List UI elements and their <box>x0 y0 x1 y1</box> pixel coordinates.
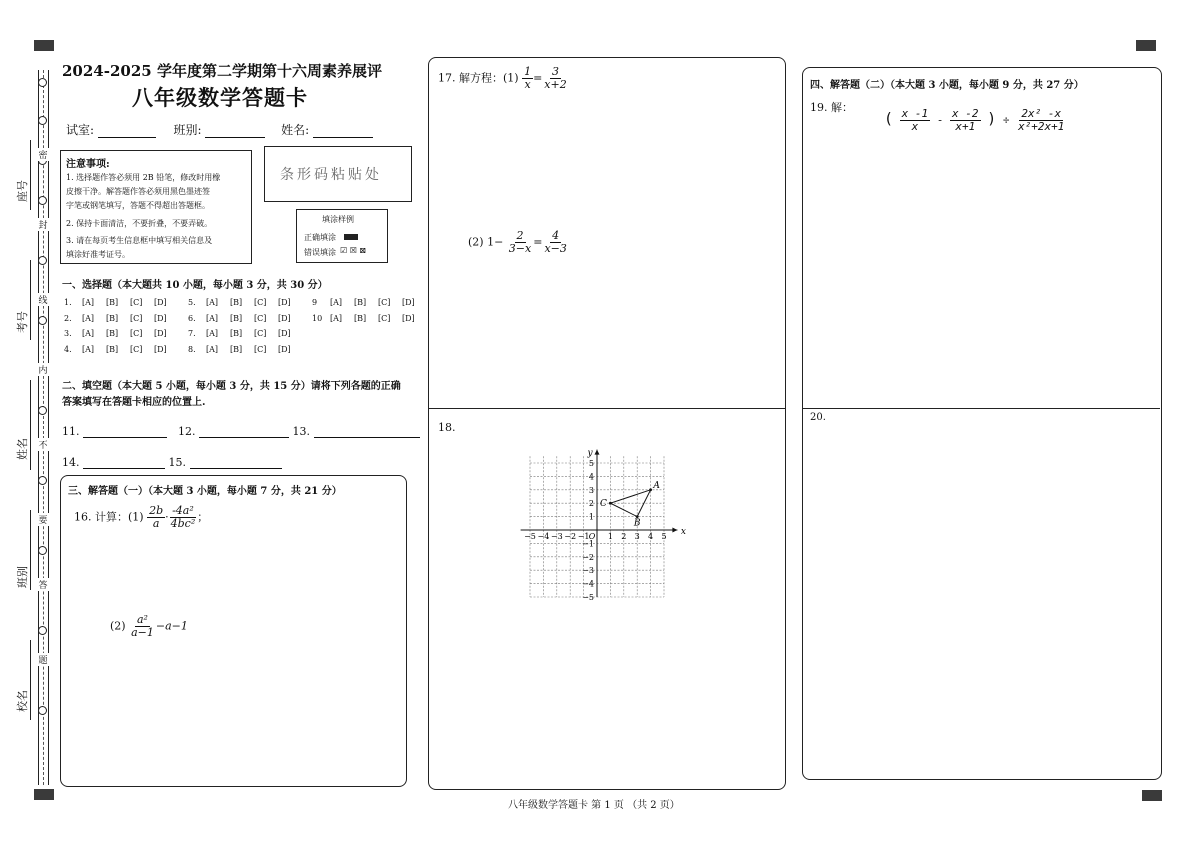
registration-mark-bottom-right <box>1142 790 1162 801</box>
binding-hole <box>38 316 47 325</box>
y-tick-label: 3 <box>588 485 594 495</box>
x-axis-arrow <box>672 528 677 533</box>
seal-word: 密 <box>37 148 49 161</box>
q15-label: 15. <box>168 456 186 469</box>
fill-sample-title: 填涂样例 <box>322 215 354 224</box>
q12-answer[interactable] <box>199 437 289 438</box>
question-number: 7. <box>188 329 196 338</box>
x-tick-label: 1 <box>607 532 613 541</box>
q17-label: 17. 解方程：(1) <box>438 71 519 85</box>
y-tick-label: −2 <box>582 552 594 562</box>
fill-blank-row <box>62 425 420 438</box>
q16-label: 16. 计算：(1) <box>74 510 144 524</box>
x-tick-label: 2 <box>621 532 627 541</box>
binding-hole <box>38 78 47 87</box>
x-tick-label: −4 <box>537 532 550 541</box>
room-label: 试室: <box>66 123 95 137</box>
q17-part2: (2) 1− $\frac{2}{3-x}$ = $\frac{4}{x-3}$ <box>468 229 567 255</box>
choice-row <box>64 345 178 354</box>
choice-bubble[interactable]: [B] <box>230 298 243 307</box>
choice-bubble[interactable]: [C] <box>130 329 143 338</box>
divider <box>803 408 1160 409</box>
fraction: $\frac{3}{x+2}$ <box>544 65 567 91</box>
choice-row <box>312 298 426 307</box>
coordinate-grid <box>515 448 690 608</box>
fill-blank-row <box>62 456 282 469</box>
q16-part2: (2) $\frac{\text{a²}}{a-1}$ −a−1 <box>110 613 188 639</box>
section4-title: 四、解答题（二）（本大题 3 小题，每小题 9 分，共 27 分） <box>810 80 1084 91</box>
choice-bubble[interactable]: [C] <box>130 344 143 354</box>
fill-wrong-label: 错误填涂 <box>304 248 336 257</box>
choice-row <box>64 298 178 307</box>
question-number: 9 <box>312 298 318 307</box>
notice-line: 字笔或钢笔填写，答题不得超出答题框。 <box>66 201 210 210</box>
fraction: $\frac{4}{x-3}$ <box>544 229 567 255</box>
notice-line: 皮擦干净。解答题作答必须用黑色墨迹签 <box>66 187 210 196</box>
notice-line: 1. 选择题作答必须用 2B 铅笔，修改时用橡 <box>66 173 221 182</box>
side-label-class: 班别 <box>16 566 29 588</box>
class-field[interactable] <box>205 137 265 138</box>
choice-row <box>188 314 302 323</box>
choice-bubble[interactable]: [D] <box>278 298 291 307</box>
fraction: $\frac{\text{a²}}{a-1}$ <box>131 613 154 639</box>
q11-answer[interactable] <box>83 437 167 438</box>
side-label-name: 姓名 <box>16 438 29 460</box>
fill-wrong-marks: ☑ ☒ ⊠ <box>340 246 367 255</box>
choice-bubble[interactable]: [C] <box>254 298 267 307</box>
seal-word: 线 <box>37 293 49 306</box>
question-number: 4. <box>64 344 72 354</box>
name-label: 姓名: <box>281 123 310 137</box>
q17-part2-label: (2) 1− <box>468 235 504 249</box>
registration-mark-bottom-left <box>34 789 54 800</box>
y-tick-label: −5 <box>582 593 594 602</box>
q18-label: 18. <box>438 421 456 434</box>
binding-hole <box>38 546 47 555</box>
x-tick-label: 3 <box>634 532 640 541</box>
q11-label: 11. <box>62 425 80 438</box>
side-label-exam-number: 考号 <box>16 311 29 333</box>
choice-bubble[interactable]: [B] <box>106 329 119 338</box>
notice-line: 填涂好准考证号。 <box>66 250 130 259</box>
question-number: 6. <box>188 313 196 323</box>
choice-bubble[interactable]: [C] <box>130 313 143 323</box>
binding-hole <box>38 116 47 125</box>
q13-answer[interactable] <box>314 437 420 438</box>
y-tick-label: 5 <box>588 459 594 468</box>
x-tick-label: 4 <box>648 532 654 541</box>
page-title: 八年级数学答题卡 <box>132 85 308 110</box>
choice-bubble[interactable]: [A] <box>206 298 219 307</box>
choice-bubble[interactable]: [C] <box>130 298 143 307</box>
notice-line: 3. 请在每页考生信息框中填写相关信息及 <box>66 236 213 245</box>
point-label-c: C <box>599 499 607 510</box>
fraction: $\frac{\text{2x² -x}}{\text{x²+2x+1}}$ <box>1018 107 1065 133</box>
q14-answer[interactable] <box>83 468 165 469</box>
question-number: 1. <box>64 298 72 307</box>
binding-strip <box>36 70 50 785</box>
section2-title-line2: 答案填写在答题卡相应的位置上. <box>62 397 206 408</box>
q14-label: 14. <box>62 456 80 469</box>
x-axis-label: x <box>680 527 686 537</box>
exam-title: 2024-2025 学年度第二学期第十六周素养展评 <box>62 62 382 80</box>
fraction: $\frac{2}{3-x}$ <box>508 229 532 255</box>
choice-row <box>188 345 302 354</box>
choice-bubble[interactable]: [B] <box>106 313 119 323</box>
choice-bubble[interactable]: [A] <box>82 313 95 323</box>
binding-hole <box>38 196 47 205</box>
q17-q18-answer-box[interactable] <box>428 57 786 790</box>
seal-word: 封 <box>37 218 49 231</box>
choice-bubble[interactable]: [D] <box>278 313 291 323</box>
question-number: 2. <box>64 313 72 323</box>
choice-bubble[interactable]: [B] <box>106 344 119 354</box>
x-tick-label: −5 <box>524 532 536 541</box>
y-axis-arrow <box>595 450 600 455</box>
q19-q20-answer-box[interactable] <box>802 67 1162 780</box>
notice-line: 2. 保持卡面清洁，不要折叠，不要弄破。 <box>66 219 213 228</box>
seal-word: 不 <box>37 438 49 451</box>
choice-bubble[interactable]: [D] <box>278 344 291 354</box>
q17-part1: 17. 解方程：(1) $\frac{1}{x}$ = $\frac{3}{x+2}$ <box>438 65 567 91</box>
choice-bubble[interactable]: [D] <box>402 298 415 307</box>
fraction: $\frac{2b}{a}$ <box>149 504 164 530</box>
name-field[interactable] <box>313 137 373 138</box>
choice-bubble[interactable]: [C] <box>378 298 391 307</box>
divider <box>429 408 785 409</box>
choice-row <box>188 329 302 338</box>
y-tick-label: 4 <box>588 472 594 482</box>
seal-word: 要 <box>37 513 49 526</box>
class-label: 班别: <box>173 123 202 137</box>
choice-bubble[interactable]: [C] <box>254 313 267 323</box>
x-tick-label: −3 <box>550 532 563 541</box>
x-tick-label: −2 <box>564 532 577 541</box>
choice-bubble[interactable]: [A] <box>206 344 219 354</box>
y-tick-label: −3 <box>582 566 594 576</box>
choice-bubble[interactable]: [D] <box>154 313 167 323</box>
point-label-b: B <box>633 518 641 529</box>
y-tick-label: −4 <box>582 579 594 589</box>
choice-bubble[interactable]: [B] <box>354 298 367 307</box>
notice-title: 注意事项: <box>66 159 110 170</box>
seal-word: 内 <box>37 363 49 376</box>
fill-correct-label: 正确填涂 <box>304 233 336 242</box>
y-tick-label: −1 <box>582 539 594 549</box>
side-label-school: 校名 <box>16 690 29 712</box>
registration-mark-top-right <box>1136 40 1156 51</box>
choice-bubble[interactable]: [A] <box>82 344 95 354</box>
x-tick-label: −1 <box>577 532 590 541</box>
choice-bubble[interactable]: [A] <box>82 329 95 338</box>
q20-label: 20. <box>810 412 826 423</box>
choice-bubble[interactable]: [A] <box>330 313 343 323</box>
q13-label: 13. <box>292 425 310 438</box>
section3-title: 三、解答题（一）（本大题 3 小题，每小题 7 分，共 21 分） <box>68 486 342 497</box>
y-tick-label: 2 <box>588 499 594 509</box>
registration-mark-top-left <box>34 40 54 51</box>
fraction: $\frac{x -2}{x+1}$ <box>952 107 979 133</box>
binding-hole <box>38 706 47 715</box>
choice-bubble[interactable]: [D] <box>154 329 167 338</box>
fraction: $\frac{\text{-4a²}}{\text{4bc²}}$ <box>170 504 196 530</box>
fraction: $\frac{1}{x}$ <box>524 65 532 91</box>
section2-title-line1: 二、填空题（本大题 5 小题，每小题 3 分，共 15 分）请将下列各题的正确 <box>62 381 401 392</box>
choice-bubble[interactable]: [D] <box>278 329 291 338</box>
question-number: 10 <box>312 313 323 323</box>
choice-bubble[interactable]: [B] <box>230 313 243 323</box>
side-label-seat: 座号 <box>16 180 29 202</box>
point-label-a: A <box>653 480 660 491</box>
seal-word: 题 <box>37 653 49 666</box>
q16-part2-label: (2) <box>110 619 126 633</box>
page-footer: 八年级数学答题卡 第 1 页 （共 2 页） <box>508 800 680 811</box>
choice-bubble[interactable]: [A] <box>206 329 219 338</box>
choice-bubble[interactable]: [A] <box>206 313 219 323</box>
y-tick-label: 1 <box>588 512 594 522</box>
choice-row <box>312 314 426 323</box>
q19-label: 19. 解： <box>810 101 853 114</box>
choice-bubble[interactable]: [B] <box>230 329 243 338</box>
binding-hole <box>38 626 47 635</box>
question-number: 3. <box>64 329 72 338</box>
choice-bubble[interactable]: [B] <box>230 344 243 354</box>
point-c <box>609 502 612 505</box>
q19-expression: ( $\frac{x -1}{x}$ - $\frac{x -2}{x+1}$ ) ÷ $\frac{\text{2x² -x}}{\text{x²+2x+1}}$ <box>884 107 1065 133</box>
q12-label: 12. <box>178 425 196 438</box>
binding-hole <box>38 406 47 415</box>
choice-bubble[interactable]: [B] <box>354 313 367 323</box>
barcode-label: 条形码粘贴处 <box>280 167 382 183</box>
choice-row <box>188 298 302 307</box>
y-axis-label: y <box>587 448 593 459</box>
x-tick-label: 5 <box>661 532 667 541</box>
fraction: $\frac{x -1}{x}$ <box>901 107 929 133</box>
choice-bubble[interactable]: [D] <box>402 313 415 323</box>
seal-word: 答 <box>37 578 49 591</box>
student-info-row <box>66 121 373 138</box>
section1-title: 一、选择题（本大题共 10 小题，每小题 3 分，共 30 分） <box>62 280 328 291</box>
question-number: 8. <box>188 344 196 354</box>
binding-hole <box>38 476 47 485</box>
choice-bubble[interactable]: [D] <box>154 344 167 354</box>
choice-bubble[interactable]: [B] <box>106 298 119 307</box>
room-field[interactable] <box>98 137 156 138</box>
choice-row <box>64 314 178 323</box>
choice-bubble[interactable]: [C] <box>254 344 267 354</box>
choice-bubble[interactable]: [C] <box>254 329 267 338</box>
question-number: 5. <box>188 298 196 307</box>
origin-label: O <box>588 532 596 541</box>
q15-answer[interactable] <box>190 468 282 469</box>
choice-bubble[interactable]: [D] <box>154 298 167 307</box>
point-b <box>636 515 639 518</box>
choice-bubble[interactable]: [A] <box>82 298 95 307</box>
fill-correct-mark <box>344 234 358 240</box>
choice-row <box>64 329 178 338</box>
choice-bubble[interactable]: [A] <box>330 298 343 307</box>
q16-part1: 16. 计算：(1) $\frac{2b}{a}$ · $\frac{\text{-4a²}}{\text{4bc²}}$ ； <box>74 504 209 530</box>
triangle-abc <box>610 490 650 517</box>
choice-bubble[interactable]: [C] <box>378 313 391 323</box>
point-a <box>649 488 652 491</box>
binding-hole <box>38 256 47 265</box>
